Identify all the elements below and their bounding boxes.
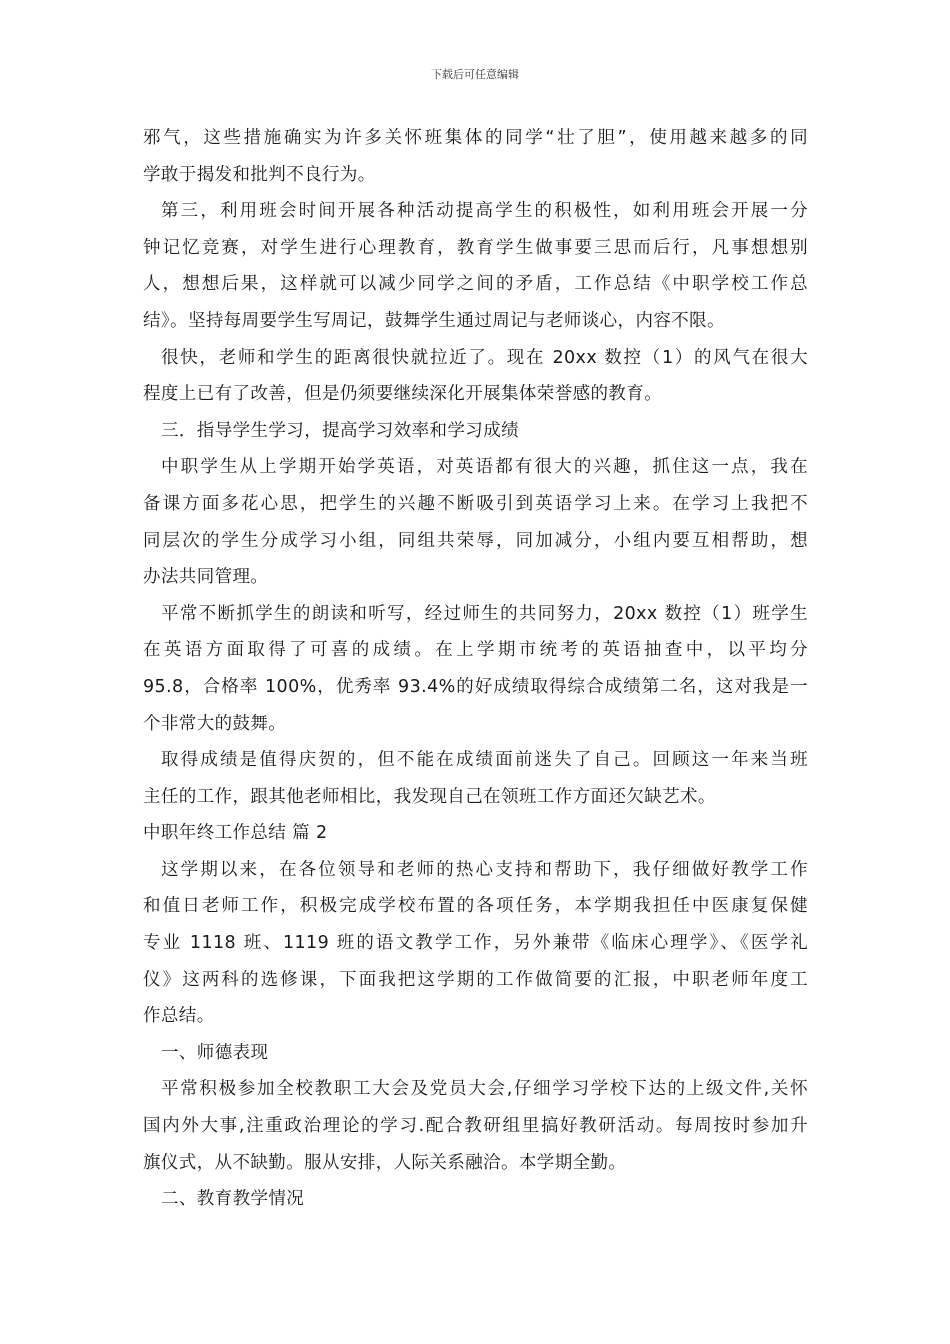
paragraph-line: 作总结。 (143, 1006, 215, 1027)
paragraph-line: 钟记忆竞赛，对学生进行心理教育，教育学生做事要三思而后行，凡事想想别 (143, 237, 808, 258)
document-body (143, 120, 808, 1218)
section-heading: 二、教育教学情况 (161, 1189, 305, 1210)
paragraph-line: 平常积极参加全校教职工大会及党员大会,仔细学习学校下达的上级文件,关怀 (161, 1079, 808, 1100)
paragraph-line: 邪气，这些措施确实为许多关怀班集体的同学“壮了胆”，使用越来越多的同 (143, 128, 808, 148)
section-title: 中职年终工作总结 篇 2 (143, 823, 328, 844)
paragraph-line: 在英语方面取得了可喜的成绩。在上学期市统考的英语抽查中，以平均分 (143, 640, 808, 661)
paragraph-line: 95.8，合格率 100%，优秀率 93.4%的好成绩取得综合成绩第二名，这对我是一 (143, 676, 808, 697)
paragraph-line: 取得成绩是值得庆贺的，但不能在成绩面前迷失了自己。回顾这一年来当班 (161, 750, 808, 771)
paragraph-line: 同层次的学生分成学习小组，同组共荣辱，同加减分，小组内要互相帮助，想 (143, 530, 808, 551)
paragraph-line: 平常不断抓学生的朗读和听写，经过师生的共同努力，20xx 数控（1）班学生 (161, 603, 808, 624)
paragraph-line: 旗仪式，从不缺勤。服从安排，人际关系融洽。本学期全勤。 (143, 1152, 627, 1173)
paragraph-line: 主任的工作，跟其他老师相比，我发现自己在领班工作方面还欠缺艺术。 (143, 786, 716, 807)
paragraph-line: 仪》这两科的选修课，下面我把这学期的工作做简要的汇报，中职老师年度工 (143, 969, 808, 990)
page-header: 下载后可任意编辑 (431, 68, 519, 81)
paragraph-line: 和值日老师工作，积极完成学校布置的各项任务，本学期我担任中医康复保健 (143, 896, 808, 917)
paragraph-line: 人，想想后果，这样就可以减少同学之间的矛盾，工作总结《中职学校工作总 (143, 274, 808, 295)
paragraph-line: 个非常大的鼓舞。 (143, 713, 287, 734)
paragraph-line: 很快，老师和学生的距离很快就拉近了。现在 20xx 数控（1）的风气在很大 (161, 347, 808, 368)
section-heading: 三．指导学生学习，提高学习效率和学习成绩 (161, 420, 519, 441)
paragraph-line: 这学期以来，在各位领导和老师的热心支持和帮助下，我仔细做好教学工作 (161, 859, 808, 880)
paragraph-line: 第三，利用班会时间开展各种活动提高学生的积极性，如利用班会开展一分 (161, 201, 808, 222)
section-heading: 一、师德表现 (161, 1042, 269, 1063)
paragraph-line: 程度上已有了改善，但是仍须要继续深化开展集体荣誉感的教育。 (143, 384, 663, 405)
paragraph-line: 中职学生从上学期开始学英语，对英语都有很大的兴趣，抓住这一点，我在 (161, 457, 808, 478)
paragraph-line: 学敢于揭发和批判不良行为。 (143, 164, 376, 185)
paragraph-line: 结》。坚持每周要学生写周记，鼓舞学生通过周记与老师谈心，内容不限。 (143, 310, 725, 331)
paragraph-line: 办法共同管理。 (143, 567, 269, 588)
paragraph-line: 国内外大事,注重政治理论的学习.配合教研组里搞好教研活动。每周按时参加升 (143, 1116, 808, 1137)
paragraph-line: 备课方面多花心思，把学生的兴趣不断吸引到英语学习上来。在学习上我把不 (143, 493, 808, 514)
paragraph-line: 专业 1118 班、1119 班的语文教学工作，另外兼带《临床心理学》、《医学礼 (143, 933, 808, 954)
